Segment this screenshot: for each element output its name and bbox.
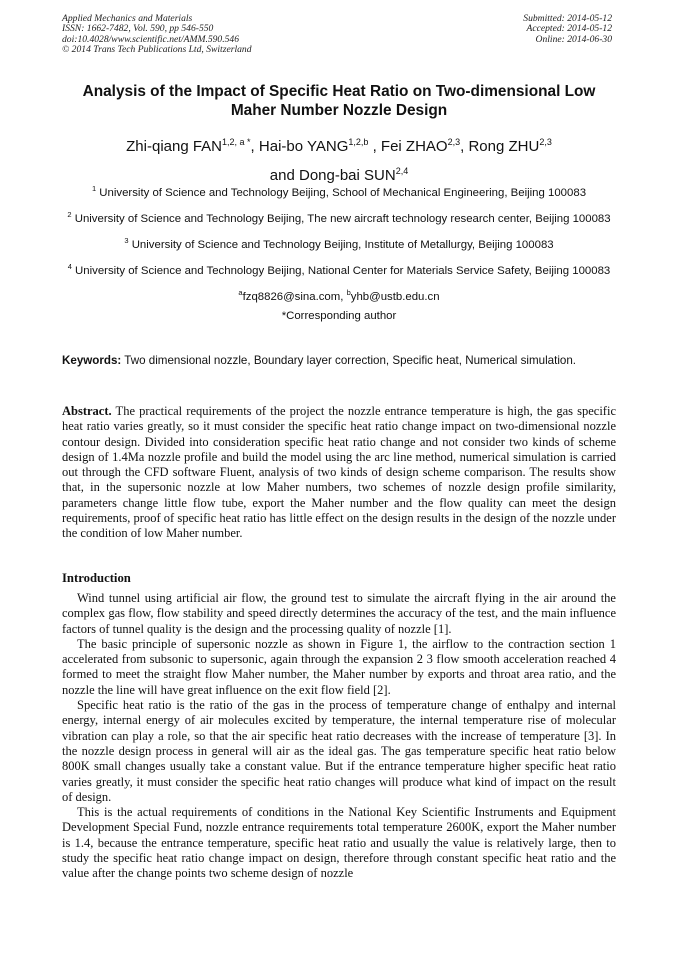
affiliation-text: University of Science and Technology Beijing, Institute of Metallurgy, Beijing 100083 bbox=[131, 238, 554, 251]
keywords-text: Two dimensional nozzle, Boundary layer correction, Specific heat, Numerical simulation. bbox=[121, 354, 577, 367]
affiliation-number: 2 bbox=[67, 210, 72, 219]
author-separator: , bbox=[368, 138, 381, 155]
online-date: Online: 2014-06-30 bbox=[535, 33, 612, 45]
affiliation-4 bbox=[62, 260, 616, 278]
affiliation-number: 4 bbox=[67, 262, 72, 271]
paragraph: Wind tunnel using artificial air flow, the ground test to simulate the aircraft flying in the air around the complex gas flow, flow stability and speed directly determines the accuracy of the test, and the main influence factors of tunnel quality is the design and the processing quality of nozzle [1]. bbox=[62, 591, 616, 636]
email-mark: b bbox=[346, 288, 351, 297]
affiliation-3 bbox=[62, 234, 616, 252]
paragraph: This is the actual requirements of conditions in the National Key Scientific Instruments and Equipment Development Special Fund, nozzle entrance requirements total temperature 2600K, export the Maher number is 1.4, because the entrance temperature, specific heat ratio and usually the value is relatively large, then to study the specific heat ratio change impact on design, therefore through constant specific heat ratio and the value after the change points two scheme design of nozzle bbox=[62, 805, 616, 881]
abstract-text: The practical requirements of the project the nozzle entrance temperature is high, the gas specific heat ratio varies greatly, so it must consider the specific heat ratio change impact on two-dimensional nozzle contour design. Divided into consideration specific heat ratio change and not consider two kinds of scheme design of 1.4Ma nozzle profile and build the model using the arc line method, numerical simulation is carried out through the CFD software Fluent, analysis of two kinds of design scheme comparison. The results show that, in the supersonic nozzle at low Maher numbers, two schemes of nozzle design profile similarity, parameters change little flow tube, export the Maher number and the flow quality can meet the design requirements, proof of specific heat ratio has little effect on the design results in the design of the nozzle under the condition of low Maher number. bbox=[62, 404, 616, 541]
section-heading-introduction: Introduction bbox=[62, 571, 131, 585]
author-name: Fei ZHAO bbox=[380, 138, 448, 155]
affiliation-1 bbox=[62, 182, 616, 200]
author-separator: , bbox=[250, 138, 259, 155]
author-name: Dong-bai SUN bbox=[298, 167, 396, 184]
paragraph: Specific heat ratio is the ratio of the gas in the process of temperature change of enthalpy and internal energy, internal energy of air molecules excited by temperature, the internal temperature rise of molecular vibration can play a role, so that the air specific heat ratio decreases with the increase of temperature [3]. In the nozzle design process in general will air as the ideal gas. The gas temperature specific heat ratio below 800K small changes usually take a constant value. But if the entrance temperature higher specific heat ratio varies greatly, it must consider the specific heat ratio changes will produce what kind of impact on the result of design. bbox=[62, 698, 616, 804]
affiliation-number: 3 bbox=[124, 236, 129, 245]
author-prefix: and bbox=[269, 167, 299, 184]
issn-line: ISSN: 1662-7482, Vol. 590, pp 546-550 bbox=[62, 23, 214, 35]
accepted-date: Accepted: 2014-05-12 bbox=[526, 23, 612, 35]
abstract bbox=[62, 404, 616, 542]
submitted-date: Submitted: 2014-05-12 bbox=[523, 13, 612, 24]
journal-info bbox=[62, 14, 252, 56]
affiliation-text: University of Science and Technology Beijing, National Center for Materials Service Safety, Beijing 100083 bbox=[75, 264, 611, 277]
author-line-1 bbox=[62, 130, 616, 159]
author-emails bbox=[62, 286, 616, 304]
author-list bbox=[62, 130, 616, 188]
publication-dates bbox=[523, 14, 612, 45]
affiliations bbox=[62, 182, 616, 323]
affiliation-text: University of Science and Technology Beijing, School of Mechanical Engineering, Beijing 100083 bbox=[99, 186, 587, 199]
author-separator: , bbox=[460, 138, 469, 155]
affiliation-number: 1 bbox=[91, 184, 97, 193]
affiliation-text: University of Science and Technology Beijing, The new aircraft technology research center, Beijing 100083 bbox=[74, 212, 611, 225]
introduction-body bbox=[62, 591, 616, 882]
affiliation-2 bbox=[62, 208, 616, 226]
paragraph: The basic principle of supersonic nozzle as shown in Figure 1, the airflow to the contraction section 1 accelerated from subsonic to supersonic, again through the expansion 2 3 flow smooth acceleration reached 4 formed to meet the straight flow Maher number, the Maher number by exports and throat area ratio, and the nozzle the line will have great influence on the exit flow field [2]. bbox=[62, 636, 616, 697]
keywords bbox=[62, 354, 616, 368]
author-affiliation-mark: 2,3 bbox=[539, 137, 552, 147]
journal-name: Applied Mechanics and Materials bbox=[62, 13, 193, 24]
author-affiliation-mark: 1,2, a * bbox=[222, 137, 251, 147]
abstract-label: Abstract. bbox=[62, 404, 112, 418]
keywords-label: Keywords: bbox=[62, 354, 122, 367]
paper-title: Analysis of the Impact of Specific Heat Ratio on Two-dimensional Low Maher Number Nozzle Design bbox=[82, 83, 596, 119]
corresponding-author-note: *Corresponding author bbox=[281, 310, 397, 322]
author-affiliation-mark: 1,2,b bbox=[348, 137, 369, 147]
email-b: yhb@ustb.edu.cn bbox=[350, 290, 440, 303]
email-a: fzq8826@sina.com, bbox=[242, 290, 347, 303]
email-mark: a bbox=[238, 288, 243, 297]
doi-line: doi:10.4028/www.scientific.net/AMM.590.546 bbox=[62, 33, 240, 45]
author-affiliation-mark: 2,4 bbox=[395, 166, 409, 176]
copyright-line: © 2014 Trans Tech Publications Ltd, Switzerland bbox=[62, 44, 252, 56]
author-name: Hai-bo YANG bbox=[258, 138, 349, 155]
author-affiliation-mark: 2,3 bbox=[447, 137, 461, 147]
author-name: Zhi-qiang FAN bbox=[126, 138, 223, 155]
author-name: Rong ZHU bbox=[468, 138, 540, 155]
